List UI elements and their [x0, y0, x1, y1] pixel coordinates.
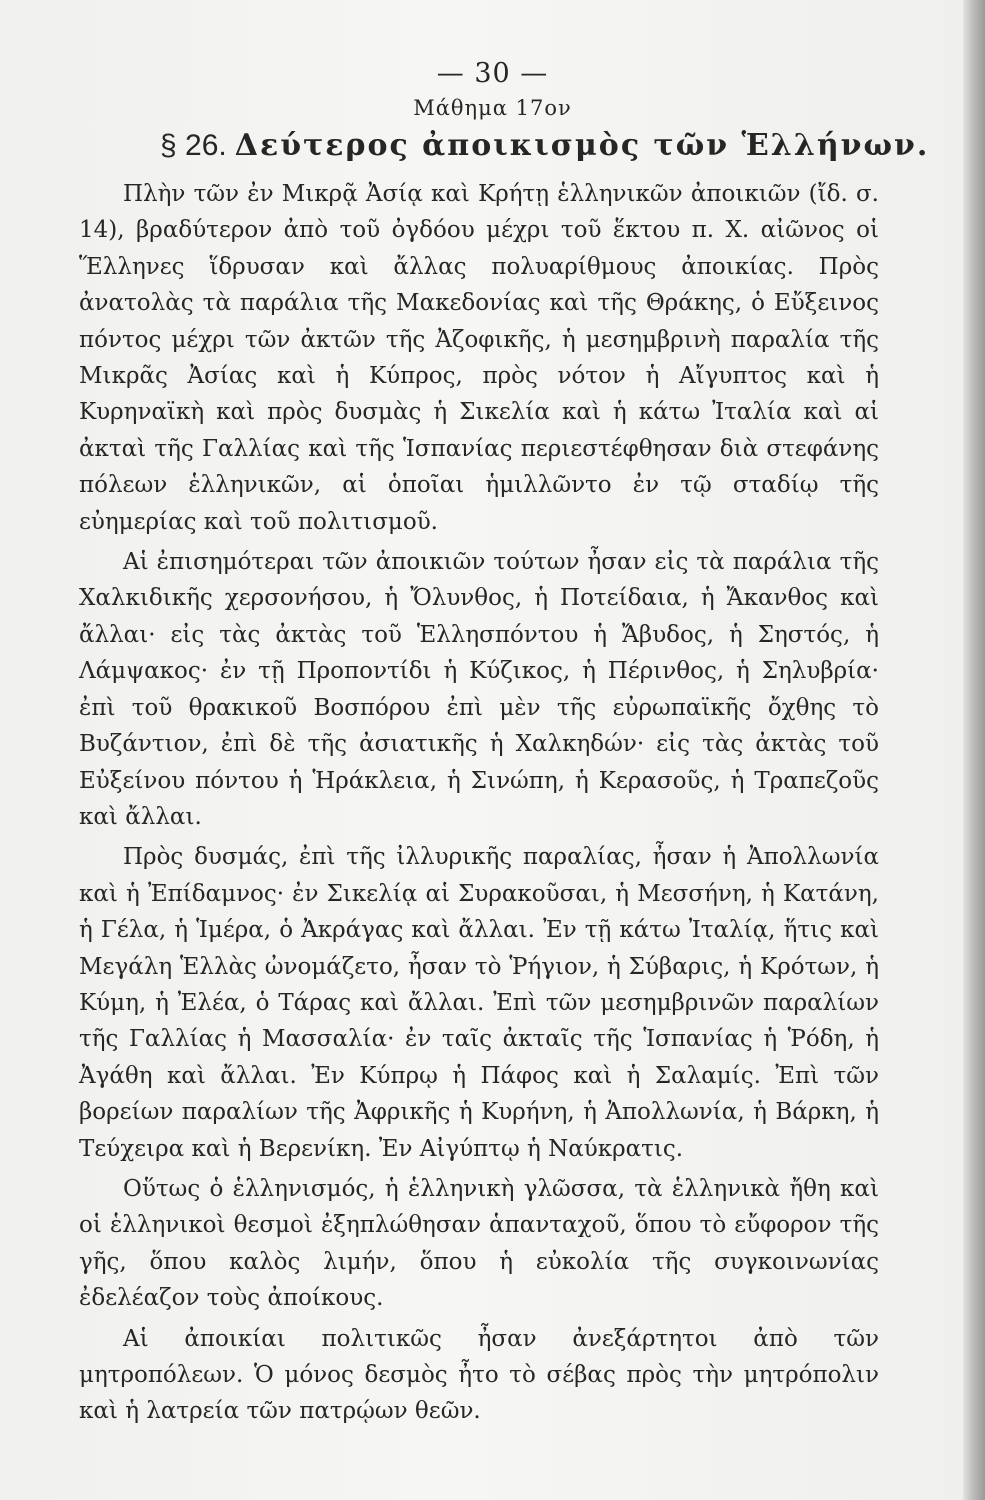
- paragraph-5: Αἱ ἀποικίαι πολιτικῶς ἦσαν ἀνεξάρτητοι ἀπὸ τῶν μητροπόλεων. Ὁ μόνος δεσμὸς ἦτο τὸ σέβας πρὸς τὴν μητρόπολιν καὶ ἡ λατρεία τῶν πατρῴων θεῶν.: [79, 1325, 879, 1425]
- page-binding-edge: [963, 0, 985, 1500]
- lesson-label: Μάθημα 17ον: [413, 96, 572, 120]
- paragraph-1: Πλὴν τῶν ἐν Μικρᾷ Ἀσίᾳ καὶ Κρήτῃ ἑλληνικῶν ἀποικιῶν (ἴδ. σ. 14), βραδύτερον ἀπὸ τοῦ ὀγδόου μέχρι τοῦ ἕκτου π. Χ. αἰῶνος οἱ Ἕλληνες ἵδρυσαν καὶ ἄλλας πολυαρίθμους ἀποικίας. Πρὸς ἀνατολὰς τὰ παράλια τῆς Μακεδονίας καὶ τῆς Θράκης, ὁ Εὔξεινος πόντος μέχρι τῶν ἀκτῶν τῆς Ἀζοφικῆς, ἡ μεσημβρινὴ παραλία τῆς Μικρᾶς Ἀσίας καὶ ἡ Κύπρος, πρὸς νότον ἡ Αἴγυπτος καὶ ἡ Κυρηναϊκὴ καὶ πρὸς δυσμὰς ἡ Σικελία καὶ ἡ κάτω Ἰταλία καὶ αἱ ἀκταὶ τῆς Γαλλίας καὶ τῆς Ἱσπανίας περιεστέφθησαν διὰ στεφάνης πόλεων ἑλληνικῶν, αἱ ὁποῖαι ἡμιλλῶντο ἐν τῷ σταδίῳ τῆς εὐημερίας καὶ τοῦ πολιτισμοῦ.: [79, 181, 879, 535]
- section-heading: [160, 128, 930, 163]
- page-number: — 30 —: [436, 58, 549, 89]
- paragraph-4: Οὕτως ὁ ἑλληνισμός, ἡ ἑλληνικὴ γλῶσσα, τὰ ἑλληνικὰ ἤθη καὶ οἱ ἑλληνικοὶ θεσμοὶ ἐξηπλώθησαν ἁπανταχοῦ, ὅπου τὸ εὔφορον τῆς γῆς, ὅπου καλὸς λιμήν, ὅπου ἡ εὐκολία τῆς συγκοινωνίας ἐδελέαζον τοὺς ἀποίκους.: [79, 1175, 879, 1312]
- body-text: [79, 176, 879, 1430]
- section-title: Δεύτερος ἀποικισμὸς τῶν Ἑλλήνων.: [234, 128, 930, 163]
- section-number: § 26.: [160, 129, 227, 162]
- paragraph-2: Αἱ ἐπισημότεραι τῶν ἀποικιῶν τούτων ἦσαν εἰς τὰ παράλια τῆς Χαλκιδικῆς χερσονήσου, ἡ Ὄλυνθος, ἡ Ποτείδαια, ἡ Ἄκανθος καὶ ἄλλαι· εἰς τὰς ἀκτὰς τοῦ Ἑλλησπόντου ἡ Ἄβυδος, ἡ Σηστός, ἡ Λάμψακος· ἐν τῇ Προποντίδι ἡ Κύζικος, ἡ Πέρινθος, ἡ Σηλυβρία· ἐπὶ τοῦ θρακικοῦ Βοσπόρου ἐπὶ μὲν τῆς εὐρωπαϊκῆς ὄχθης τὸ Βυζάντιον, ἐπὶ δὲ τῆς ἀσιατικῆς ἡ Χαλκηδών· εἰς τὰς ἀκτὰς τοῦ Εὐξείνου πόντου ἡ Ἡράκλεια, ἡ Σινώπη, ἡ Κερασοῦς, ἡ Τραπεζοῦς καὶ ἄλλαι.: [79, 549, 879, 830]
- paragraph-3: Πρὸς δυσμάς, ἐπὶ τῆς ἰλλυρικῆς παραλίας, ἦσαν ἡ Ἀπολλωνία καὶ ἡ Ἐπίδαμνος· ἐν Σικελίᾳ αἱ Συρακοῦσαι, ἡ Μεσσήνη, ἡ Κατάνη, ἡ Γέλα, ἡ Ἱμέρα, ὁ Ἀκράγας καὶ ἄλλαι. Ἐν τῇ κάτω Ἰταλίᾳ, ἥτις καὶ Μεγάλη Ἑλλὰς ὠνομάζετο, ἦσαν τὸ Ῥήγιον, ἡ Σύβαρις, ἡ Κρότων, ἡ Κύμη, ἡ Ἐλέα, ὁ Τάρας καὶ ἄλλαι. Ἐπὶ τῶν μεσημβρινῶν παραλίων τῆς Γαλλίας ἡ Μασσαλία· ἐν ταῖς ἀκταῖς τῆς Ἱσπανίας ἡ Ῥόδη, ἡ Ἀγάθη καὶ ἄλλαι. Ἐν Κύπρῳ ἡ Πάφος καὶ ἡ Σαλαμίς. Ἐπὶ τῶν βορείων παραλίων τῆς Ἀφρικῆς ἡ Κυρήνη, ἡ Ἀπολλωνία, ἡ Βάρκη, ἡ Τεύχειρα καὶ ἡ Βερενίκη. Ἐν Αἰγύπτῳ ἡ Ναύκρατις.: [79, 844, 879, 1162]
